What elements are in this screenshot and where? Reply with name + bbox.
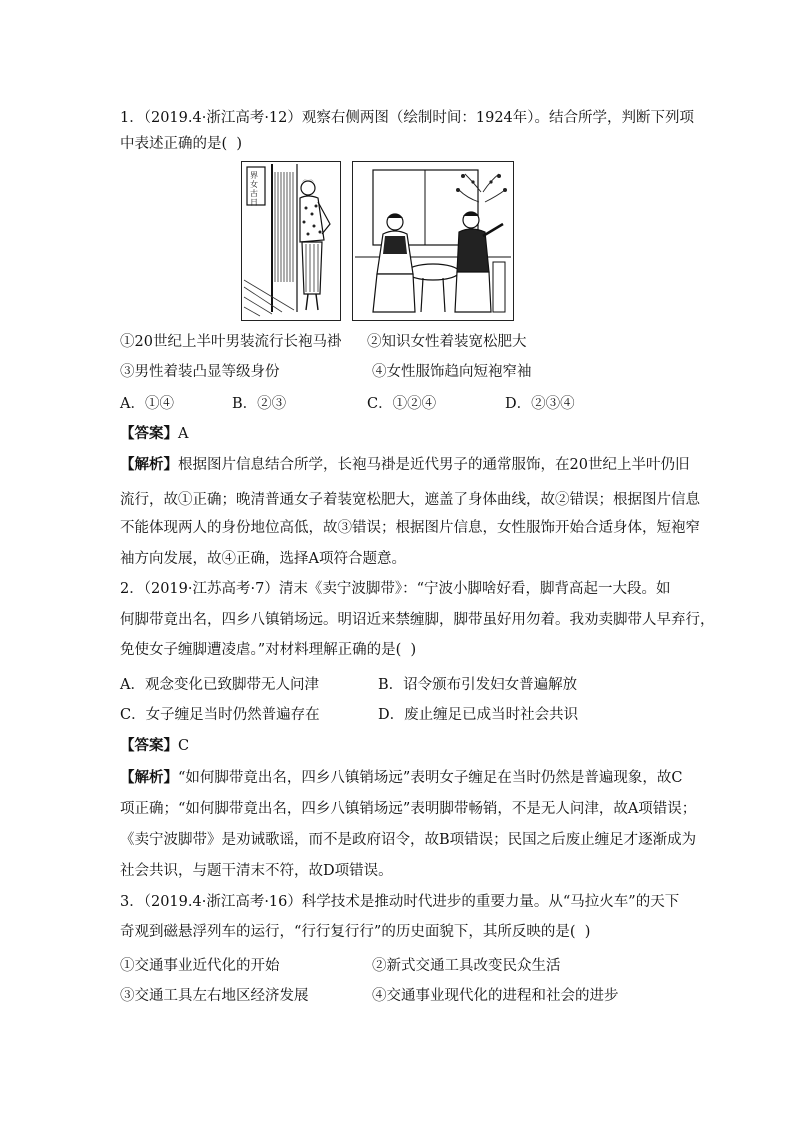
men-illustration (353, 162, 513, 320)
q1-figure-woman (241, 161, 341, 321)
q2-analysis-line-4: 社会共识，与题干清末不符，故D项错误。 (120, 863, 393, 879)
q1-analysis-line-3: 不能体现两人的身份地位高低，故③错误；根据图片信息，女性服饰开始合适身体，短袍窄 (120, 520, 700, 536)
q2-answer-label: 【答案】 (120, 737, 178, 754)
q1-statement-3: ③男性着装凸显等级身份 (120, 364, 280, 380)
q2-stem-line-2: 何脚带竟出名，四乡八镇销场远。明诏近来禁缠脚，脚带虽好用勿着。我劝卖脚带人早弃行， (120, 612, 715, 628)
q1-statement-4: ④女性服饰趋向短袍窄袖 (372, 364, 532, 380)
q3-stem-line-2: 奇观到磁悬浮列车的运行，“行行复行行”的历史面貌下，其所反映的是( ) (120, 924, 591, 940)
q1-figure-men (352, 161, 514, 321)
q1-analysis-line-2: 流行，故①正确；晚清普通女子着装宽松肥大，遮盖了身体曲线，故②错误；根据图片信息 (120, 492, 700, 508)
q1-stem-line-2: 中表述正确的是( ) (120, 136, 243, 152)
q2-analysis-line-3: 《卖宁波脚带》是劝诫歌谣，而不是政府诏令，故B项错误；民国之后废止缠足才逐渐成为 (120, 832, 697, 848)
q1-analysis-line-4: 袖方向发展，故④正确，选择A项符合题意。 (120, 551, 406, 567)
q1-statement-1: ①20世纪上半叶男装流行长袍马褂 (120, 334, 342, 350)
q1-analysis-line-1 (120, 455, 690, 475)
q1-option-c: C．①②④ (367, 396, 437, 412)
q2-option-d: D．废止缠足已成当时社会共识 (378, 707, 579, 723)
q3-statement-1: ①交通事业近代化的开始 (120, 958, 280, 974)
q2-answer-value: C (178, 738, 190, 754)
q1-option-b: B．②③ (232, 396, 287, 412)
q2-option-c: C．女子缠足当时仍然普遍存在 (120, 707, 320, 723)
q1-analysis-text-1: 根据图片信息结合所学，长袍马褂是近代男子的通常服饰，在20世纪上半叶仍旧 (178, 457, 690, 473)
q1-figure-sign: 界女古日 (250, 171, 258, 207)
q3-statement-2: ②新式交通工具改变民众生活 (372, 958, 561, 974)
q1-answer (120, 424, 680, 444)
q2-answer (120, 736, 680, 756)
q3-statement-3: ③交通工具左右地区经济发展 (120, 988, 309, 1004)
q1-option-a: A．①④ (120, 396, 174, 412)
q2-stem-line-3: 免使女子缠脚遭凌虐。”对材料理解正确的是( ) (120, 642, 417, 658)
q1-answer-value: A (178, 426, 189, 442)
q2-analysis-line-1 (120, 768, 683, 788)
q3-statement-4: ④交通事业现代化的进程和社会的进步 (372, 988, 619, 1004)
q2-analysis-line-2: 项正确；“如何脚带竟出名，四乡八镇销场远”表明脚带畅销，不是无人问津，故A项错误； (120, 801, 697, 817)
q1-analysis-label: 【解析】 (120, 456, 178, 473)
q2-analysis-label: 【解析】 (120, 769, 178, 786)
q1-answer-label: 【答案】 (120, 425, 178, 442)
q2-analysis-text-1: “如何脚带竟出名，四乡八镇销场远”表明女子缠足在当时仍然是普遍现象，故C (178, 770, 683, 786)
q2-option-a: A．观念变化已致脚带无人问津 (120, 677, 319, 693)
q2-option-b: B．诏令颁布引发妇女普遍解放 (378, 677, 578, 693)
q2-stem-line-1: 2．（2019·江苏高考·7）清末《卖宁波脚带》：“宁波小脚啥好看，脚背高起一大段。如 (120, 581, 671, 597)
q3-stem-line-1: 3．（2019.4·浙江高考·16）科学技术是推动时代进步的重要力量。从“马拉火车”的天下 (120, 894, 680, 910)
q1-stem-line-1: 1．（2019.4·浙江高考·12）观察右侧两图（绘制时间：1924年）。结合所学，判断下列项 (120, 110, 695, 126)
q1-option-d: D．②③④ (505, 396, 575, 412)
q1-statement-2: ②知识女性着装宽松肥大 (367, 334, 527, 350)
